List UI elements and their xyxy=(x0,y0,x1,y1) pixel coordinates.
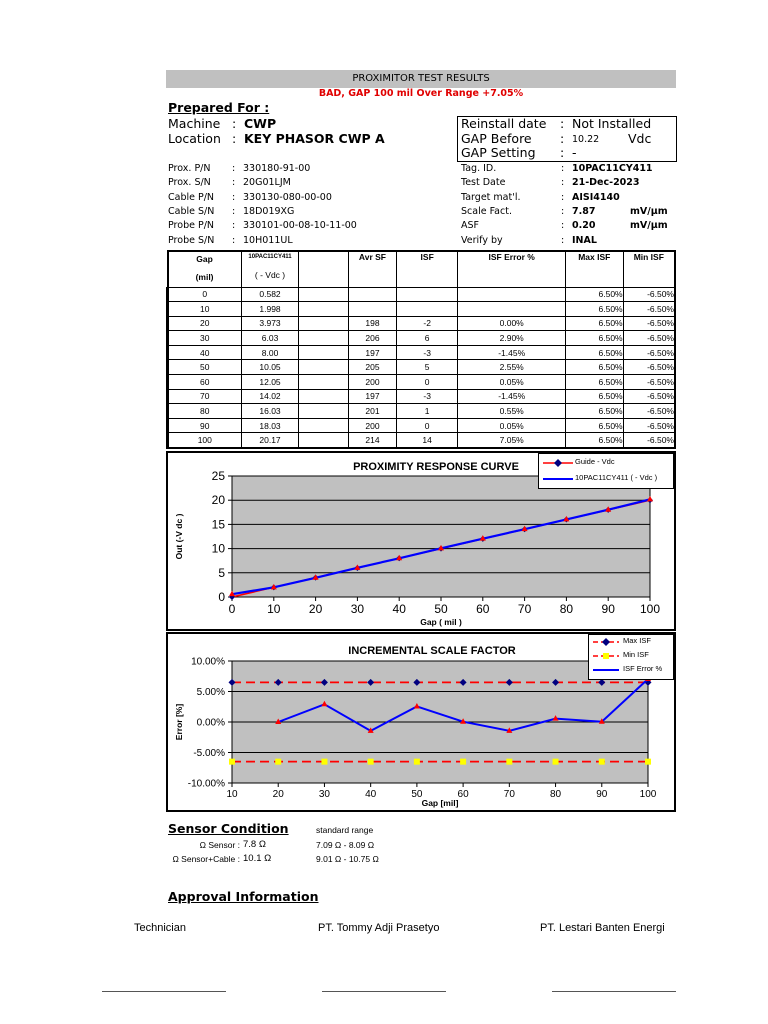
detail-unit: mV/μm xyxy=(630,206,668,217)
table-cell: 0 xyxy=(396,418,458,433)
detail-sep: : xyxy=(561,235,565,246)
machine-sep: : xyxy=(232,116,237,131)
reinstall-sep: : xyxy=(560,116,565,131)
sensor-condition-heading: Sensor Condition xyxy=(168,821,289,836)
machine-label: Machine xyxy=(168,116,221,131)
min-isf-header: Min ISF xyxy=(623,251,675,287)
table-cell: 3.973 xyxy=(241,316,299,331)
detail-value: 330180-91-00 xyxy=(243,163,311,174)
table-cell: 6.50% xyxy=(565,302,623,317)
detail-label: Prox. S/N xyxy=(168,177,211,188)
detail-label: Prox. P/N xyxy=(168,163,211,174)
table-cell: 201 xyxy=(349,404,397,419)
table-cell xyxy=(299,345,349,360)
table-cell xyxy=(299,404,349,419)
table-cell xyxy=(299,433,349,448)
approval-owner: PT. Lestari Banten Energi xyxy=(540,922,665,934)
x-tick-label: 100 xyxy=(639,602,661,616)
tag-header-label: 10PAC11CY411 xyxy=(248,254,292,260)
table-cell: 6.50% xyxy=(565,418,623,433)
x-tick-label: 60 xyxy=(476,602,490,616)
x-tick-label: 70 xyxy=(503,789,515,800)
y-tick-label: 0 xyxy=(218,590,225,604)
table-cell: 2.90% xyxy=(458,331,565,346)
results-table xyxy=(166,250,676,449)
table-cell xyxy=(299,389,349,404)
detail-label: Verify by xyxy=(461,235,503,246)
detail-label: ASF xyxy=(461,220,479,231)
x-tick-label: 80 xyxy=(549,789,562,800)
y-tick-label: 0.00% xyxy=(196,717,225,729)
min-isf-point xyxy=(275,759,281,765)
isf-legend xyxy=(588,634,674,680)
detail-sep: : xyxy=(561,206,565,217)
table-row xyxy=(168,316,676,331)
location-sep: : xyxy=(232,131,237,146)
min-isf-point xyxy=(553,759,559,765)
standard-range-header: standard range xyxy=(316,825,374,835)
table-cell: -1.45% xyxy=(458,345,565,360)
tag-header-unit: ( - Vdc ) xyxy=(254,270,286,280)
tag-legend-icon xyxy=(543,474,573,484)
table-cell xyxy=(349,302,397,317)
detail-value: 20G01LJM xyxy=(243,177,291,188)
table-cell: 50 xyxy=(168,360,242,375)
min-isf-point xyxy=(414,759,420,765)
x-tick-label: 40 xyxy=(365,789,377,800)
min-isf-point xyxy=(645,759,651,765)
table-cell: -3 xyxy=(396,345,458,360)
signature-line xyxy=(102,991,226,992)
y-tick-label: 20 xyxy=(211,493,225,508)
detail-value: 7.87 xyxy=(572,206,596,217)
table-cell xyxy=(299,302,349,317)
table-cell: 100 xyxy=(168,433,242,448)
table-cell: -6.50% xyxy=(623,418,675,433)
min-isf-point xyxy=(599,759,605,765)
plot-area xyxy=(232,476,650,597)
table-cell: 200 xyxy=(349,375,397,390)
y-tick-label: 5.00% xyxy=(196,686,225,698)
max-isf-header: Max ISF xyxy=(565,251,623,287)
table-cell: 1.998 xyxy=(241,302,299,317)
table-cell xyxy=(396,302,458,317)
avr-sf-header: Avr SF xyxy=(349,251,397,287)
min-isf-point xyxy=(368,759,374,765)
x-tick-label: 40 xyxy=(392,602,406,616)
tag-header xyxy=(241,251,299,287)
signature-line xyxy=(552,991,676,992)
approval-heading: Approval Information xyxy=(168,889,319,904)
approval-technician: Technician xyxy=(134,922,186,934)
detail-sep: : xyxy=(561,192,565,203)
table-cell: 6 xyxy=(396,331,458,346)
table-cell: -3 xyxy=(396,389,458,404)
gap-setting-sep: : xyxy=(560,145,565,160)
table-cell: 20 xyxy=(168,316,242,331)
table-cell: 40 xyxy=(168,345,242,360)
status-message: BAD, GAP 100 mil Over Range +7.05% xyxy=(318,88,524,99)
table-row xyxy=(168,287,676,302)
detail-label: Cable S/N xyxy=(168,206,215,217)
detail-label: Probe S/N xyxy=(168,235,215,246)
isf-error-legend-icon xyxy=(593,665,619,675)
report-title: PROXIMITOR TEST RESULTS xyxy=(166,70,676,88)
detail-unit: mV/μm xyxy=(630,220,668,231)
table-cell: 0 xyxy=(396,375,458,390)
detail-sep: : xyxy=(232,177,236,188)
detail-label: Scale Fact. xyxy=(461,206,512,217)
x-tick-label: 70 xyxy=(517,602,532,616)
isf-error-legend-label: ISF Error % xyxy=(623,664,663,673)
detail-value: 18D019XG xyxy=(243,206,295,217)
table-cell: 70 xyxy=(168,389,242,404)
detail-sep: : xyxy=(561,163,565,174)
table-cell: 0 xyxy=(168,287,242,302)
guide-legend-icon xyxy=(543,458,573,468)
results-table-body xyxy=(168,287,676,448)
guide-legend-label: Guide - Vdc xyxy=(575,457,615,466)
x-tick-label: 50 xyxy=(411,789,423,800)
table-cell: 6.50% xyxy=(565,331,623,346)
x-tick-label: 20 xyxy=(272,789,284,800)
table-row xyxy=(168,360,676,375)
table-cell xyxy=(299,287,349,302)
detail-value: 330130-080-00-00 xyxy=(243,192,332,203)
detail-sep: : xyxy=(232,163,236,174)
x-tick-label: 10 xyxy=(267,602,281,616)
table-cell xyxy=(299,316,349,331)
table-cell: 6.50% xyxy=(565,389,623,404)
y-axis-label: Error [%] xyxy=(174,703,184,741)
detail-sep: : xyxy=(561,177,565,188)
table-cell: 30 xyxy=(168,331,242,346)
machine-value: CWP xyxy=(244,116,277,131)
table-cell: 200 xyxy=(349,418,397,433)
table-cell xyxy=(299,331,349,346)
table-row xyxy=(168,404,676,419)
x-tick-label: 90 xyxy=(601,602,615,616)
response-curve-legend xyxy=(538,453,674,489)
x-axis-label: Gap ( mil ) xyxy=(420,617,462,627)
gap-header-unit: (mil) xyxy=(195,272,214,282)
table-cell: 214 xyxy=(349,433,397,448)
table-cell: 80 xyxy=(168,404,242,419)
detail-sep: : xyxy=(232,235,236,246)
blank-header xyxy=(299,251,349,287)
gap-header xyxy=(168,251,242,287)
x-tick-label: 20 xyxy=(308,602,323,616)
table-cell: 6.50% xyxy=(565,316,623,331)
table-cell: 5 xyxy=(396,360,458,375)
gap-before-sep: : xyxy=(560,131,565,146)
detail-label: Target mat'l. xyxy=(461,192,521,203)
y-tick-label: -5.00% xyxy=(193,747,225,759)
x-tick-label: 100 xyxy=(639,789,657,800)
table-cell: 197 xyxy=(349,345,397,360)
detail-label: Cable P/N xyxy=(168,192,215,203)
x-tick-label: 30 xyxy=(318,789,331,800)
detail-value: 330101-00-08-10-11-00 xyxy=(243,220,357,231)
isf-chart xyxy=(166,632,676,812)
table-cell: -1.45% xyxy=(458,389,565,404)
sensor-range: 7.09 Ω - 8.09 Ω xyxy=(316,840,375,850)
y-tick-label: 5 xyxy=(218,565,225,580)
y-tick-label: 15 xyxy=(211,517,225,532)
table-cell xyxy=(458,287,565,302)
max-isf-legend-label: Max ISF xyxy=(623,636,651,645)
table-cell: -6.50% xyxy=(623,433,675,448)
gap-before-value: 10.22 xyxy=(572,134,600,145)
min-isf-point xyxy=(229,759,235,765)
gap-header-label: Gap xyxy=(196,254,213,264)
gap-before-unit: Vdc xyxy=(628,131,652,146)
table-cell: 14 xyxy=(396,433,458,448)
y-tick-label: 10 xyxy=(211,541,225,556)
sensor-value: 7.8 Ω xyxy=(243,839,266,850)
table-cell: -6.50% xyxy=(623,287,675,302)
table-cell: 198 xyxy=(349,316,397,331)
table-cell: 18.03 xyxy=(241,418,299,433)
table-cell: 16.03 xyxy=(241,404,299,419)
sensor-cable-range: 9.01 Ω - 10.75 Ω xyxy=(316,854,379,864)
table-cell: 14.02 xyxy=(241,389,299,404)
table-cell: 205 xyxy=(349,360,397,375)
table-cell xyxy=(299,360,349,375)
detail-value: 10H011UL xyxy=(243,235,293,246)
min-isf-point xyxy=(460,759,466,765)
detail-sep: : xyxy=(232,220,236,231)
x-tick-label: 50 xyxy=(434,602,448,616)
table-cell: 6.50% xyxy=(565,404,623,419)
gap-setting-label: GAP Setting xyxy=(461,145,536,160)
detail-sep: : xyxy=(232,206,236,217)
table-cell: 6.50% xyxy=(565,360,623,375)
table-cell: 1 xyxy=(396,404,458,419)
table-cell: 90 xyxy=(168,418,242,433)
table-cell: 20.17 xyxy=(241,433,299,448)
location-value: KEY PHASOR CWP A xyxy=(244,131,385,146)
table-cell: 206 xyxy=(349,331,397,346)
table-row xyxy=(168,389,676,404)
reinstall-value: Not Installed xyxy=(572,116,652,131)
detail-value: AISI4140 xyxy=(572,192,620,203)
detail-label: Test Date xyxy=(461,177,506,188)
detail-value: INAL xyxy=(572,235,597,246)
isf-header: ISF xyxy=(396,251,458,287)
detail-sep: : xyxy=(561,220,565,231)
prepared-for-heading: Prepared For : xyxy=(168,100,270,115)
gap-setting-value: - xyxy=(572,145,577,160)
table-cell: -6.50% xyxy=(623,316,675,331)
table-cell: -2 xyxy=(396,316,458,331)
table-row xyxy=(168,418,676,433)
location-label: Location xyxy=(168,131,221,146)
table-row xyxy=(168,345,676,360)
detail-label: Probe P/N xyxy=(168,220,215,231)
table-cell: -6.50% xyxy=(623,360,675,375)
signature-line xyxy=(322,991,446,992)
table-cell: 6.50% xyxy=(565,287,623,302)
y-axis-label: Out (-V dc ) xyxy=(174,513,184,560)
x-axis-label: Gap [mil] xyxy=(421,798,459,808)
gap-before-label: GAP Before xyxy=(461,131,532,146)
table-cell: -6.50% xyxy=(623,302,675,317)
tag-legend-label: 10PAC11CY411 ( - Vdc ) xyxy=(575,473,658,482)
table-cell: 7.05% xyxy=(458,433,565,448)
table-row xyxy=(168,375,676,390)
detail-label: Tag. ID. xyxy=(461,163,497,174)
x-tick-label: 60 xyxy=(457,789,469,800)
table-cell: 0.582 xyxy=(241,287,299,302)
min-isf-legend-icon xyxy=(593,651,619,661)
table-cell: 12.05 xyxy=(241,375,299,390)
table-cell: 0.55% xyxy=(458,404,565,419)
sensor-label: Ω Sensor : xyxy=(199,840,240,850)
table-cell: 8.00 xyxy=(241,345,299,360)
table-cell xyxy=(396,287,458,302)
sensor-cable-label: Ω Sensor+Cable : xyxy=(172,854,240,864)
table-cell: 197 xyxy=(349,389,397,404)
table-cell: 6.50% xyxy=(565,345,623,360)
table-cell: 10 xyxy=(168,302,242,317)
detail-value: 10PAC11CY411 xyxy=(572,163,653,174)
response-curve-chart xyxy=(166,451,676,631)
table-cell xyxy=(458,302,565,317)
chart-title: PROXIMITY RESPONSE CURVE xyxy=(353,461,519,473)
table-cell xyxy=(299,375,349,390)
table-cell: 6.50% xyxy=(565,375,623,390)
y-tick-label: -10.00% xyxy=(187,778,225,790)
sensor-cable-value: 10.1 Ω xyxy=(243,853,272,864)
table-cell: -6.50% xyxy=(623,404,675,419)
table-cell xyxy=(299,418,349,433)
table-cell: 6.03 xyxy=(241,331,299,346)
detail-value: 21-Dec-2023 xyxy=(572,177,640,188)
table-row xyxy=(168,331,676,346)
min-isf-point xyxy=(321,759,327,765)
max-isf-legend-icon xyxy=(593,637,619,647)
table-cell: 0.05% xyxy=(458,418,565,433)
min-isf-legend-label: Min ISF xyxy=(623,650,649,659)
table-cell: -6.50% xyxy=(623,331,675,346)
x-tick-label: 0 xyxy=(228,602,236,616)
x-tick-label: 80 xyxy=(559,602,574,616)
isf-error-header: ISF Error % xyxy=(458,251,565,287)
table-cell: 0.00% xyxy=(458,316,565,331)
table-cell: 2.55% xyxy=(458,360,565,375)
approval-contractor: PT. Tommy Adji Prasetyo xyxy=(318,922,440,934)
table-cell: -6.50% xyxy=(623,345,675,360)
table-cell: 60 xyxy=(168,375,242,390)
table-cell: 0.05% xyxy=(458,375,565,390)
table-row xyxy=(168,302,676,317)
reinstall-label: Reinstall date xyxy=(461,116,547,131)
y-tick-label: 10.00% xyxy=(191,656,225,668)
table-row xyxy=(168,433,676,448)
table-cell: -6.50% xyxy=(623,389,675,404)
table-cell: 6.50% xyxy=(565,433,623,448)
chart-title: INCREMENTAL SCALE FACTOR xyxy=(348,645,516,657)
y-tick-label: 25 xyxy=(211,469,225,483)
x-tick-label: 90 xyxy=(596,789,608,800)
detail-value: 0.20 xyxy=(572,220,596,231)
table-cell: -6.50% xyxy=(623,375,675,390)
min-isf-point xyxy=(506,759,512,765)
detail-sep: : xyxy=(232,192,236,203)
x-tick-label: 30 xyxy=(350,602,365,616)
table-cell xyxy=(349,287,397,302)
x-tick-label: 10 xyxy=(226,789,238,800)
table-cell: 10.05 xyxy=(241,360,299,375)
